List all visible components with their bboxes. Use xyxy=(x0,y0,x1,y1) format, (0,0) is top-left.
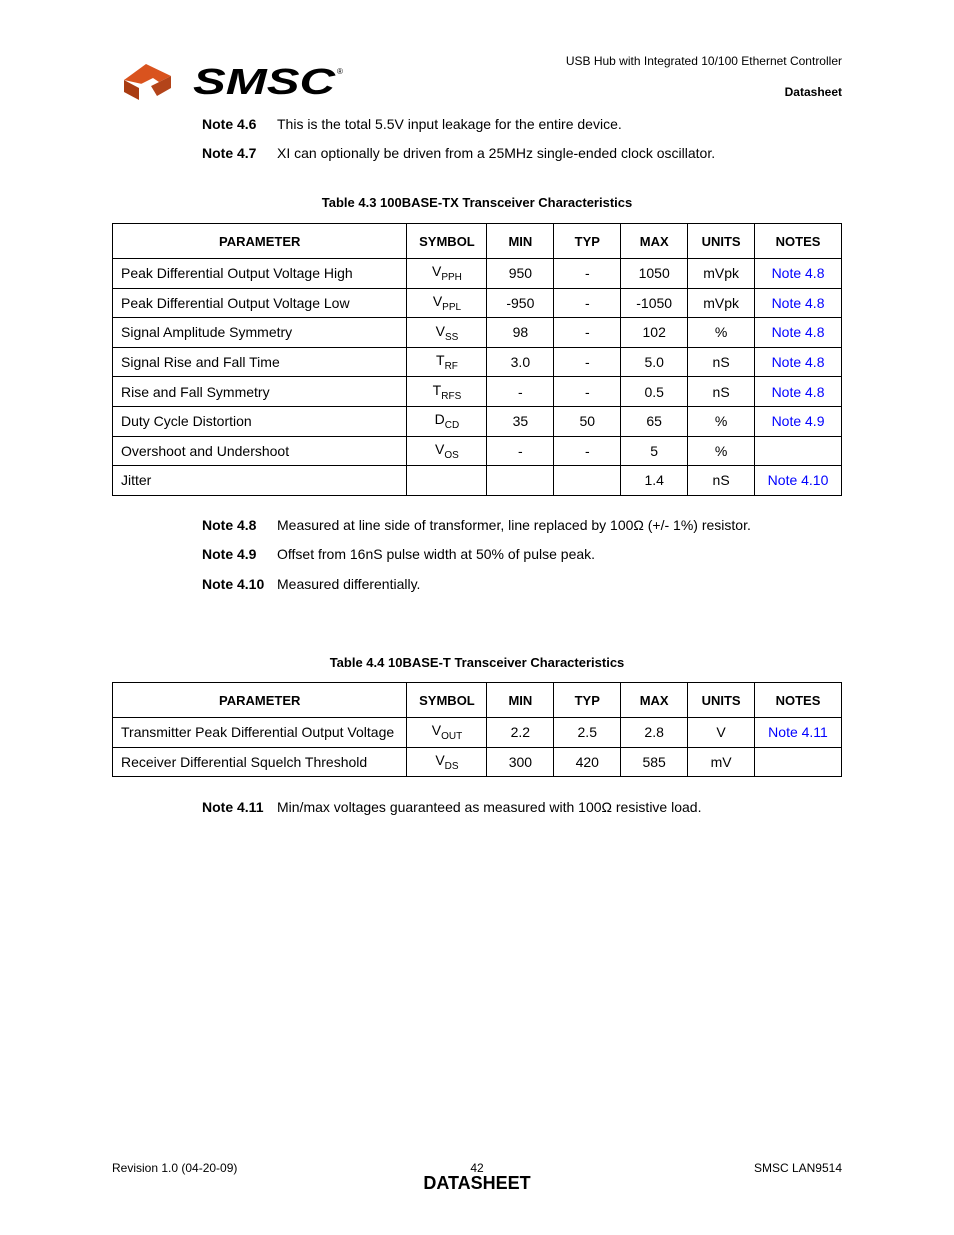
table-row xyxy=(113,288,842,318)
symbol-cell xyxy=(407,288,487,318)
note-label: Note 4.8 xyxy=(202,517,257,533)
min-cell: 2.2 xyxy=(487,718,554,748)
typ-cell: - xyxy=(554,288,621,318)
notes-link[interactable]: Note 4.9 xyxy=(755,406,842,436)
min-cell: 300 xyxy=(487,747,554,777)
symbol-letter: D xyxy=(434,411,445,428)
symbol-subscript: OUT xyxy=(441,731,463,743)
max-cell: -1050 xyxy=(621,288,688,318)
max-cell: 65 xyxy=(621,406,688,436)
parameter-cell: Jitter xyxy=(113,466,407,496)
symbol-letter: T xyxy=(432,381,442,398)
notes-link[interactable]: Note 4.10 xyxy=(755,466,842,496)
table-row xyxy=(113,747,842,777)
units-cell: nS xyxy=(688,377,755,407)
units-cell: % xyxy=(688,436,755,466)
note-4-11 xyxy=(202,799,701,815)
column-header: SYMBOL xyxy=(407,224,487,259)
notes-link[interactable]: Note 4.8 xyxy=(755,288,842,318)
note-text: Offset from 16nS pulse width at 50% of pulse peak. xyxy=(277,546,596,562)
note-4-8 xyxy=(202,517,751,533)
table-4-3-caption: Table 4.3 100BASE-TX Transceiver Characteristics xyxy=(321,195,633,210)
symbol-letter: V xyxy=(432,292,443,309)
parameter-cell: Peak Differential Output Voltage Low xyxy=(113,288,407,318)
notes-link[interactable]: Note 4.11 xyxy=(755,718,842,748)
parameter-cell: Receiver Differential Squelch Threshold xyxy=(113,747,407,777)
table-row xyxy=(113,347,842,377)
units-cell: mVpk xyxy=(688,288,755,318)
table-header-row xyxy=(113,683,842,718)
footer-page-number: 42 xyxy=(470,1161,484,1175)
min-cell: -950 xyxy=(487,288,554,318)
min-cell: 3.0 xyxy=(487,347,554,377)
symbol-letter: V xyxy=(431,722,442,739)
max-cell: 1050 xyxy=(621,259,688,289)
smsc-logo-mark xyxy=(124,64,171,100)
table-row xyxy=(113,718,842,748)
typ-cell: 2.5 xyxy=(554,718,621,748)
parameter-cell: Signal Amplitude Symmetry xyxy=(113,318,407,348)
footer-datasheet-label: DATASHEET xyxy=(423,1173,531,1193)
column-header: NOTES xyxy=(755,224,842,259)
parameter-cell: Peak Differential Output Voltage High xyxy=(113,259,407,289)
column-header: TYP xyxy=(554,224,621,259)
symbol-cell xyxy=(407,259,487,289)
max-cell: 585 xyxy=(621,747,688,777)
table-row xyxy=(113,466,842,496)
smsc-logo-text: SMSC xyxy=(193,62,337,102)
notes-link[interactable]: Note 4.8 xyxy=(755,318,842,348)
units-cell: mV xyxy=(688,747,755,777)
notes-link[interactable]: Note 4.8 xyxy=(755,377,842,407)
max-cell: 2.8 xyxy=(621,718,688,748)
symbol-cell xyxy=(407,747,487,777)
max-cell: 5.0 xyxy=(621,347,688,377)
notes-link[interactable]: Note 4.8 xyxy=(755,259,842,289)
document-subtitle: Datasheet xyxy=(784,85,842,99)
note-label: Note 4.10 xyxy=(202,576,265,592)
symbol-letter: T xyxy=(436,352,445,369)
table-4-4-caption: Table 4.4 10BASE-T Transceiver Characteristics xyxy=(329,655,625,670)
note-text: Measured differentially. xyxy=(277,576,421,592)
note-text: Min/max voltages guaranteed as measured with 100Ω resistive load. xyxy=(277,799,702,815)
max-cell: 5 xyxy=(621,436,688,466)
max-cell: 1.4 xyxy=(621,466,688,496)
symbol-cell xyxy=(407,377,487,407)
notes-link[interactable]: Note 4.8 xyxy=(755,347,842,377)
symbol-cell xyxy=(407,406,487,436)
column-header: MAX xyxy=(621,683,688,718)
units-cell: mVpk xyxy=(688,259,755,289)
typ-cell: - xyxy=(554,318,621,348)
typ-cell: - xyxy=(554,377,621,407)
column-header: PARAMETER xyxy=(113,224,407,259)
footer-product: SMSC LAN9514 xyxy=(753,1161,842,1175)
parameter-cell: Signal Rise and Fall Time xyxy=(113,347,407,377)
footer-revision: Revision 1.0 (04-20-09) xyxy=(112,1161,238,1175)
table-row xyxy=(113,318,842,348)
document-title: USB Hub with Integrated 10/100 Ethernet Controller xyxy=(565,54,842,68)
note-label: Note 4.9 xyxy=(202,546,257,562)
min-cell: - xyxy=(487,436,554,466)
min-cell: 98 xyxy=(487,318,554,348)
note-text: This is the total 5.5V input leakage for the entire device. xyxy=(277,116,622,132)
parameter-cell: Overshoot and Undershoot xyxy=(113,436,407,466)
column-header: NOTES xyxy=(755,683,842,718)
typ-cell: 420 xyxy=(554,747,621,777)
max-cell: 102 xyxy=(621,318,688,348)
symbol-cell xyxy=(407,318,487,348)
notes-link xyxy=(755,747,842,777)
symbol-subscript: PPL xyxy=(442,301,462,313)
typ-cell: - xyxy=(554,259,621,289)
units-cell: nS xyxy=(688,466,755,496)
symbol-letter: V xyxy=(432,263,442,280)
units-cell: nS xyxy=(688,347,755,377)
typ-cell: - xyxy=(554,347,621,377)
units-cell: % xyxy=(688,406,755,436)
column-header: MIN xyxy=(487,224,554,259)
symbol-cell xyxy=(407,347,487,377)
symbol-cell xyxy=(407,466,487,496)
min-cell: 950 xyxy=(487,259,554,289)
symbol-subscript: OS xyxy=(444,449,459,461)
note-text: XI can optionally be driven from a 25MHz single-ended clock oscillator. xyxy=(277,145,716,161)
notes-link xyxy=(755,436,842,466)
table-10base-t xyxy=(112,682,842,777)
note-label: Note 4.7 xyxy=(202,145,257,161)
typ-cell: 50 xyxy=(554,406,621,436)
note-4-9 xyxy=(202,546,595,562)
table-row xyxy=(113,406,842,436)
table-row xyxy=(113,436,842,466)
symbol-subscript: RFS xyxy=(441,390,462,402)
units-cell: % xyxy=(688,318,755,348)
table-row xyxy=(113,259,842,289)
column-header: PARAMETER xyxy=(113,683,407,718)
symbol-cell xyxy=(407,718,487,748)
units-cell: V xyxy=(688,718,755,748)
symbol-subscript: DS xyxy=(444,760,459,772)
column-header: TYP xyxy=(554,683,621,718)
column-header: MAX xyxy=(621,224,688,259)
symbol-letter: V xyxy=(435,322,445,339)
column-header: UNITS xyxy=(688,224,755,259)
parameter-cell: Duty Cycle Distortion xyxy=(113,406,407,436)
note-text: Measured at line side of transformer, line replaced by 100Ω (+/- 1%) resistor. xyxy=(277,517,751,533)
table-100base-tx xyxy=(112,223,842,496)
symbol-subscript: PPH xyxy=(441,272,462,284)
note-4-10 xyxy=(202,576,420,592)
symbol-subscript: SS xyxy=(444,331,459,343)
parameter-cell: Transmitter Peak Differential Output Voltage xyxy=(113,718,407,748)
column-header: MIN xyxy=(487,683,554,718)
symbol-cell xyxy=(407,436,487,466)
max-cell: 0.5 xyxy=(621,377,688,407)
table-row xyxy=(113,377,842,407)
symbol-subscript: RF xyxy=(444,360,458,372)
min-cell: 35 xyxy=(487,406,554,436)
symbol-subscript: CD xyxy=(444,420,460,432)
min-cell xyxy=(487,466,554,496)
min-cell: - xyxy=(487,377,554,407)
registered-mark: ® xyxy=(337,67,343,76)
typ-cell xyxy=(554,466,621,496)
note-4-7 xyxy=(202,145,715,161)
symbol-letter: V xyxy=(435,751,445,768)
typ-cell: - xyxy=(554,436,621,466)
note-4-6 xyxy=(202,116,622,132)
symbol-letter: V xyxy=(435,440,445,457)
parameter-cell: Rise and Fall Symmetry xyxy=(113,377,407,407)
note-label: Note 4.11 xyxy=(202,799,264,815)
table-header-row xyxy=(113,224,842,259)
column-header: UNITS xyxy=(688,683,755,718)
smsc-logo xyxy=(121,62,347,102)
column-header: SYMBOL xyxy=(407,683,487,718)
note-label: Note 4.6 xyxy=(202,116,257,132)
